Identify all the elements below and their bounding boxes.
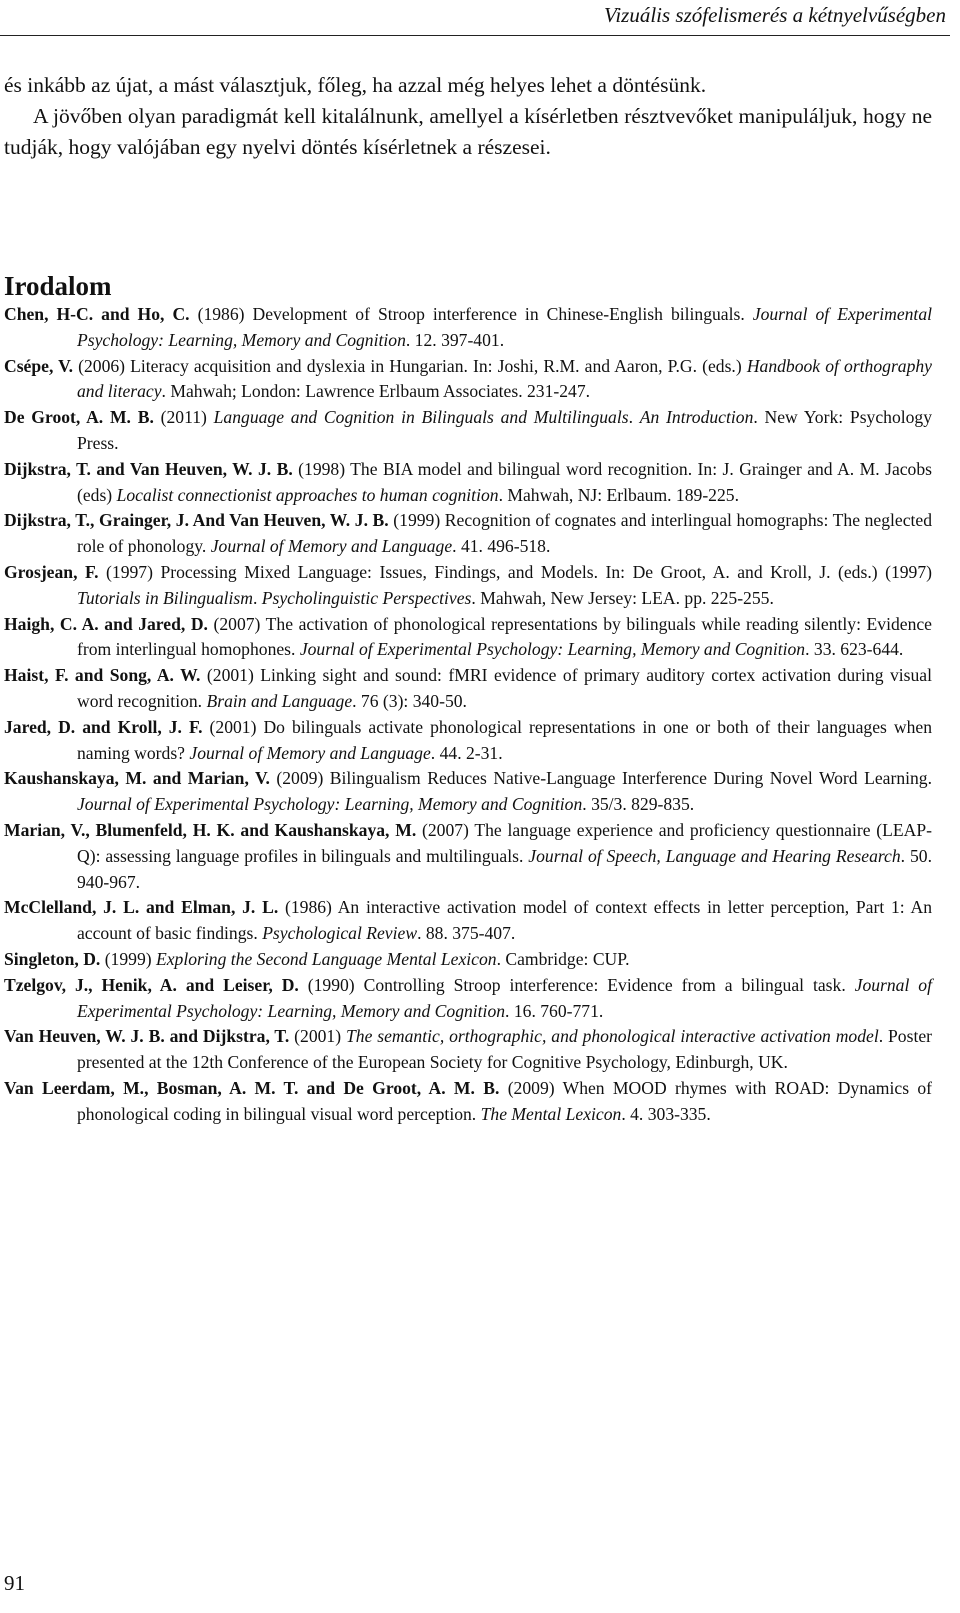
reference-item [4, 766, 932, 818]
reference-item [4, 895, 932, 947]
reference-authors: Dijkstra, T., Grainger, J. And Van Heuven, W. J. B. [4, 510, 389, 531]
reference-item [4, 663, 932, 715]
reference-authors: Van Heuven, W. J. B. and Dijkstra, T. [4, 1026, 290, 1047]
reference-authors: Marian, V., Blumenfeld, H. K. and Kaushanskaya, M. [4, 819, 417, 840]
running-title: Vizuális szófelismerés a kétnyelvűségben [604, 3, 946, 27]
running-header [0, 0, 946, 30]
reference-text: (1999) [100, 948, 156, 969]
reference-text: (2009) Bilingualism Reduces Native-Language Interference During Novel Word Learning. [269, 768, 932, 789]
reference-authors: Csépe, V. [4, 355, 73, 376]
reference-item [4, 302, 932, 354]
reference-text: . 88. 375-407. [417, 923, 516, 944]
reference-source: Journal of Experimental Psychology: Learning, Memory and Cognition [299, 639, 806, 660]
reference-item [4, 947, 932, 973]
reference-authors: Kaushanskaya, M. and Marian, V. [4, 768, 270, 789]
reference-item [4, 457, 932, 509]
reference-source: Brain and Language [206, 690, 353, 711]
reference-authors: Jared, D. and Kroll, J. F. [4, 716, 203, 737]
reference-source: Journal of Experimental Psychology: Learning, Memory and Cognition [77, 794, 583, 815]
reference-text: . 12. 397-401. [405, 329, 505, 350]
reference-source: Tutorials in Bilingualism [77, 587, 253, 608]
body-text [4, 70, 932, 163]
reference-authors: Chen, H-C. and Ho, C. [4, 304, 190, 324]
reference-text: (2001) [289, 1026, 346, 1047]
reference-source: Journal of Memory and Language [189, 742, 431, 763]
reference-source: Journal of Experimental Psychology: Learning, Memory and Cognition [77, 974, 932, 1021]
reference-item [4, 715, 932, 767]
reference-item [4, 1024, 932, 1076]
reference-text: . Mahwah, New Jersey: LEA. pp. 225-255. [471, 587, 774, 608]
reference-source: Exploring the Second Language Mental Lexicon [156, 948, 497, 969]
reference-item [4, 354, 932, 406]
reference-text: . 41. 496-518. [452, 536, 551, 557]
page-number: 91 [4, 1571, 25, 1595]
reference-authors: Van Leerdam, M., Bosman, A. M. T. and De Groot, A. M. B. [4, 1077, 500, 1098]
reference-item [4, 1076, 932, 1128]
reference-text: (2007) The language experience and proficiency questionnaire (LEAP-Q): assessing language profiles in bilinguals and multilinguals. [77, 819, 932, 866]
reference-text: . Cambridge: CUP. [496, 948, 630, 969]
reference-text: (2007) The activation of phonological representations by bilinguals while reading silently: Evidence from interlingual homophones. [77, 613, 932, 660]
reference-text: (1999) Recognition of cognates and interlingual homographs: The neglected role of phonology. [77, 510, 932, 557]
reference-authors: Tzelgov, J., Henik, A. and Leiser, D. [4, 974, 299, 995]
reference-text: (1997) Processing Mixed Language: Issues, Findings, and Models. In: De Groot, A. and Kroll, J. (eds.) (1997) [98, 561, 932, 582]
reference-authors: De Groot, A. M. B. [4, 407, 154, 428]
reference-text: . 33. 623-644. [805, 639, 904, 660]
reference-list [4, 302, 932, 1128]
reference-text: . Mahwah, NJ: Erlbaum. 189-225. [498, 484, 739, 505]
reference-authors: Grosjean, F. [4, 561, 99, 582]
reference-source: Handbook of orthography and literacy [77, 355, 932, 402]
reference-text: . 50. 940-967. [77, 845, 932, 892]
reference-text: . 16. 760-771. [505, 1000, 604, 1021]
reference-text: . 35/3. 829-835. [582, 794, 695, 815]
reference-text: . [252, 587, 262, 608]
reference-text: . [628, 407, 640, 428]
reference-source: Psychological Review [262, 923, 418, 944]
reference-source: Journal of Memory and Language [210, 536, 453, 557]
reference-text: (1986) An interactive activation model of context effects in letter perception, Part 1: An account of basic findings. [77, 897, 932, 944]
reference-text: (1998) The BIA model and bilingual word recognition. In: J. Grainger and A. M. Jacobs (eds) [77, 458, 932, 505]
reference-authors: Dijkstra, T. and Van Heuven, W. J. B. [4, 458, 293, 479]
reference-text: . 44. 2-31. [430, 742, 503, 763]
reference-text: (1986) Development of Stroop interference in Chinese-English bilinguals. [189, 304, 753, 324]
reference-source: The semantic, orthographic, and phonological interactive activation model [345, 1026, 879, 1047]
reference-source: Journal of Speech, Language and Hearing Research [528, 845, 901, 866]
reference-authors: McClelland, J. L. and Elman, J. L. [4, 897, 279, 918]
reference-text: (1990) Controlling Stroop interference: Evidence from a bilingual task. [298, 974, 855, 995]
reference-item [4, 973, 932, 1025]
reference-source: An Introduction [639, 407, 754, 428]
reference-item [4, 818, 932, 895]
reference-text: (2001) Linking sight and sound: fMRI evidence of primary auditory cortex activation during visual word recognition. [77, 665, 932, 711]
reference-text: (2001) Do bilinguals activate phonological representations in one or both of their languages when naming words? [77, 716, 932, 763]
reference-item [4, 560, 932, 612]
reference-source: Journal of Experimental Psychology: Learning, Memory and Cognition [77, 304, 932, 350]
reference-item [4, 405, 932, 457]
reference-text: . New York: Psychology Press. [77, 407, 933, 453]
reference-source: Psycholinguistic Perspectives [261, 587, 472, 608]
body-paragraph: és inkább az újat, a mást választjuk, főleg, ha azzal még helyes lehet a döntésünk. [4, 73, 707, 97]
reference-text: . 76 (3): 340-50. [352, 690, 467, 711]
reference-text: . 4. 303-335. [621, 1103, 711, 1124]
reference-item [4, 612, 932, 664]
reference-text: (2006) Literacy acquisition and dyslexia in Hungarian. In: Joshi, R.M. and Aaron, P.G. (eds.) [73, 355, 747, 376]
body-paragraph: A jövőben olyan paradigmát kell kitalálnunk, amellyel a kísérletben résztvevőket manipuláljuk, hogy ne tudják, hogy valójában egy nyelvi döntés kísérletnek a részesei. [4, 104, 932, 159]
reference-text: (2009) When MOOD rhymes with ROAD: Dynamics of phonological coding in bilingual visual word perception. [77, 1077, 932, 1124]
reference-source: Localist connectionist approaches to human cognition [116, 484, 499, 505]
reference-source: Language and Cognition in Bilinguals and Multilinguals [213, 407, 629, 428]
reference-text: . Poster presented at the 12th Conference of the European Society for Cognitive Psychology, Edinburgh, UK. [77, 1026, 933, 1073]
section-heading: Irodalom [4, 271, 112, 301]
reference-authors: Haist, F. and Song, A. W. [4, 665, 201, 686]
reference-authors: Singleton, D. [4, 948, 101, 969]
header-divider [0, 35, 950, 36]
reference-source: The Mental Lexicon [480, 1103, 622, 1124]
reference-text: (2011) [153, 407, 214, 428]
reference-authors: Haigh, C. A. and Jared, D. [4, 613, 208, 634]
reference-item [4, 508, 932, 560]
reference-text: . Mahwah; London: Lawrence Erlbaum Associates. 231-247. [161, 381, 591, 402]
